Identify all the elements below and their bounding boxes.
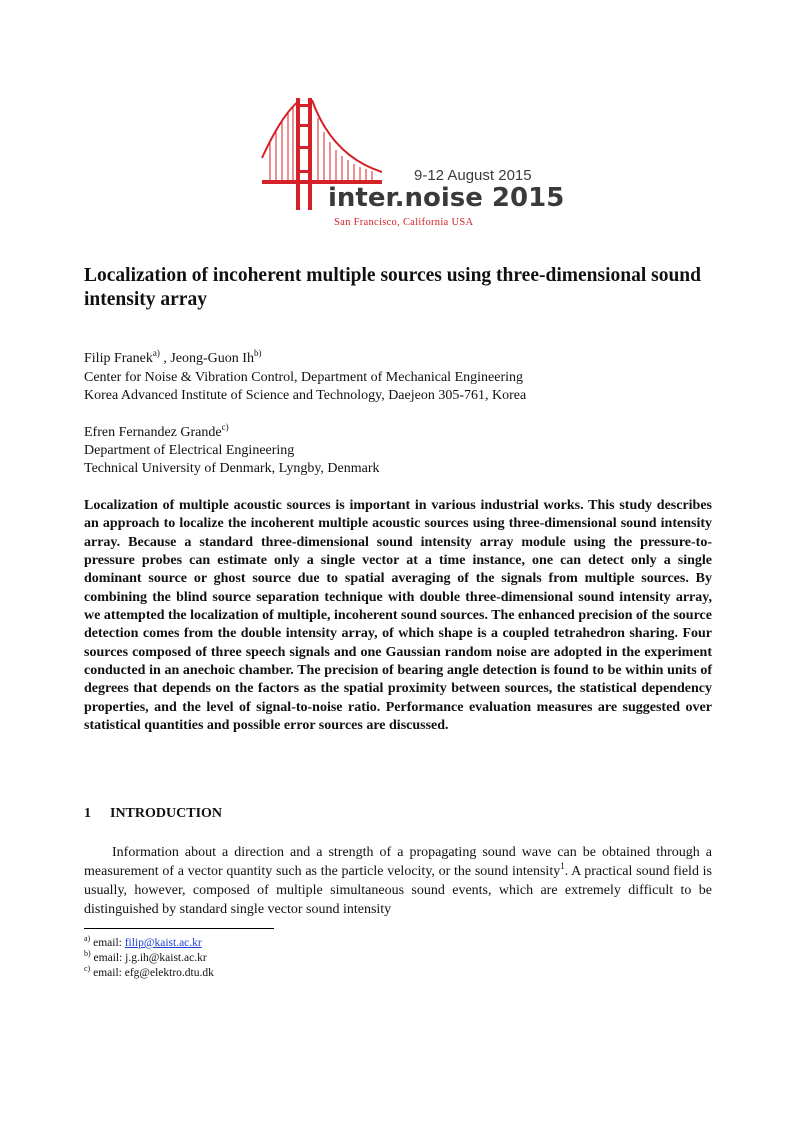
author-name: Jeong-Guon Ih [170, 351, 254, 366]
section-number: 1 [84, 806, 91, 821]
author-separator: , [159, 351, 171, 366]
paragraph-text: . A practical sound field is usually, however, composed of multiple simultaneous sound events, which are extremely difficult to be distinguished by standard single vector sound intensity [84, 864, 712, 917]
footnote-label: email: [93, 937, 125, 949]
affiliation-line: Department of Electrical Engineering [84, 443, 295, 458]
footnote-mark: a) [84, 934, 91, 943]
reference-mark: 1 [560, 861, 565, 871]
conference-location: San Francisco, California USA [334, 217, 474, 228]
author-footnote-mark: b) [253, 348, 262, 358]
introduction-paragraph [84, 843, 712, 919]
footnote-label: email: [93, 967, 125, 979]
affiliation-line: Technical University of Denmark, Lyngby, Denmark [84, 461, 380, 476]
author-line-2 [84, 424, 229, 442]
conference-name: inter.noise 2015 [328, 183, 565, 213]
affiliation-line: Center for Noise & Vibration Control, Department of Mechanical Engineering [84, 370, 523, 385]
footnote-mark: c) [84, 964, 91, 973]
conference-dates: 9-12 August 2015 [414, 167, 532, 184]
footnote [84, 951, 207, 965]
email-link[interactable]: filip@kaist.ac.kr [124, 937, 202, 949]
affiliation-line: Korea Advanced Institute of Science and Technology, Daejeon 305-761, Korea [84, 388, 527, 403]
footnote [84, 936, 202, 950]
footnote-mark: b) [84, 949, 91, 958]
email-text: efg@elektro.dtu.dk [124, 967, 214, 979]
section-title: INTRODUCTION [110, 806, 223, 821]
email-text: j.g.ih@kaist.ac.kr [125, 952, 207, 964]
author-footnote-mark: a) [152, 348, 160, 358]
footnote-divider [84, 928, 274, 929]
conference-logo [262, 94, 565, 230]
author-footnote-mark: c) [221, 422, 229, 432]
author-line-1 [84, 350, 261, 368]
footnote-label: email: [93, 952, 126, 964]
author-name: Efren Fernandez Grande [84, 425, 222, 440]
author-name: Filip Franek [84, 351, 153, 366]
paragraph-text: Information about a direction and a strength of a propagating sound wave can be obtained through a measurement of a vector quantity such as the particle velocity, or the sound intensity [84, 845, 712, 879]
abstract: Localization of multiple acoustic sources is important in various industrial works. This study describes an approach to localize the incoherent multiple acoustic sources using three-dimensional sound intensity array. Because a standard three-dimensional sound intensity array module using the pressure-to-pressure probes can estimate only a single vector at a time instance, one can detect only a single dominant source or ghost source due to spatial averaging of the signals from multiple sources. By combining the blind source separation technique with double three-dimensional sound intensity array, we attempted the localization of multiple, incoherent sound sources. The enhanced precision of the source detection comes from the double intensity array, of which shape is a coupled tetrahedron sharing. Four sources composed of three speech signals and one Gaussian random noise are adopted in the experiment conducted in an anechoic chamber. The precision of bearing angle detection is found to be within units of degrees that depends on the factors as the spatial proximity between sources, the statistical dependency properties, and the level of signal-to-noise ratio. Performance evaluation measures are suggested over statistical quantities and possible error sources are discussed. [84, 498, 712, 733]
section-heading [84, 806, 222, 822]
footnote [84, 966, 214, 980]
paper-title: Localization of incoherent multiple sources using three-dimensional sound intensity array [84, 265, 702, 310]
